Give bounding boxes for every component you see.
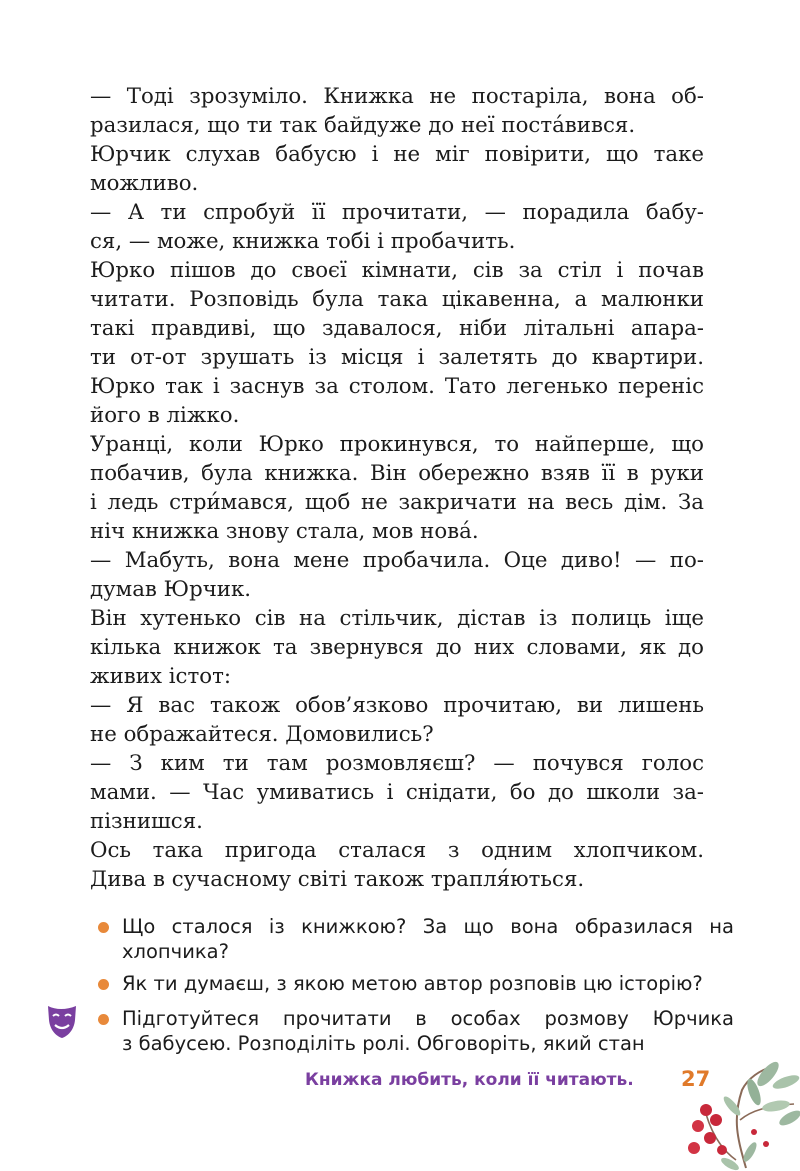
story-line: Юрко пішов до своєї кімнати, сів за стіл і почав (90, 258, 704, 283)
story-line: — Мабуть, вона мене пробачила. Оце диво! — по- (90, 548, 704, 573)
question-item (96, 971, 734, 996)
story-line: — А ти спробуй її прочитати, — порадила бабу- (90, 200, 704, 225)
story-line: — Тоді зрозуміло. Книжка не постаріла, вона об- (90, 84, 704, 109)
story-paragraph (90, 691, 704, 749)
story-line: живих істот: (90, 664, 232, 689)
story-paragraph (90, 140, 704, 198)
footer-title: Книжка любить, коли її читають. (305, 1070, 634, 1090)
story-paragraph (90, 82, 704, 140)
story-line: Уранці, коли Юрко прокинувся, то найперше, що (90, 432, 704, 457)
story-line: ніч книжка знову стала, мов нова́. (90, 519, 479, 544)
story-line: мами. — Час умиватись і снідати, бо до школи за- (90, 780, 704, 805)
question-line: з бабусею. Розподіліть ролі. Обговоріть, який стан (122, 1032, 645, 1055)
story-line: кілька книжок та звернувся до них словами, як до (90, 635, 704, 660)
bullet-icon (98, 922, 109, 933)
story-line: — З ким ти там розмовляєш? — почувся голос (90, 751, 704, 776)
story-line: його в ліжко. (90, 403, 240, 428)
story-line: Юрко так і заснув за столом. Тато легенько переніс (90, 374, 704, 399)
story-line: такі правдиві, що здавалося, ніби літальні апара- (90, 316, 704, 341)
story-line: думав Юрчик. (90, 577, 252, 602)
bullet-icon (98, 979, 109, 990)
story-line: не ображайтеся. Домовились? (90, 722, 434, 747)
story-line: Він хутенько сів на стільчик, дістав із полиць іще (90, 606, 704, 631)
story-paragraph (90, 430, 704, 546)
story-paragraph (90, 836, 704, 894)
bullet-icon (98, 1014, 109, 1025)
question-line: Як ти думаєш, з якою метою автор розповів цю історію? (122, 972, 703, 995)
story-line: і ледь стри́мався, щоб не закричати на весь дім. За (90, 490, 704, 515)
story-line: пізнишся. (90, 809, 203, 834)
story-line: читати. Розповідь була така цікавенна, а малюнки (90, 287, 704, 312)
story-paragraph (90, 546, 704, 604)
decorative-branch-icon (676, 1060, 800, 1171)
story-line: разилася, що ти так байдуже до неї поста́вився. (90, 113, 636, 138)
story-line: Дива в сучасному світі також трапля́ються. (90, 867, 585, 892)
story-paragraph (90, 604, 704, 691)
story-line: ся, — може, книжка тобі і пробачить. (90, 229, 516, 254)
question-item (96, 1006, 734, 1056)
story-paragraph (90, 256, 704, 430)
question-item (96, 914, 734, 964)
story-line: Ось така пригода сталася з одним хлопчиком. (90, 838, 704, 863)
question-line: Підготуйтеся прочитати в особах розмову Юрчика (122, 1007, 734, 1030)
story-line: можливо. (90, 171, 199, 196)
story-line: побачив, була книжка. Він обережно взяв її в руки (90, 461, 704, 486)
story-line: ти от-от зрушать із місця і залетять до квартири. (90, 345, 704, 370)
story-paragraph (90, 749, 704, 836)
story-line: Юрчик слухав бабусю і не міг повірити, що таке (90, 142, 704, 167)
story-line: — Я вас також обов’язково прочитаю, ви лишень (90, 693, 704, 718)
story-text (90, 82, 704, 894)
story-paragraph (90, 198, 704, 256)
question-line: Що сталося із книжкою? За що вона образилася на (122, 915, 734, 938)
question-line: хлопчика? (122, 940, 229, 963)
theater-mask-icon (42, 1000, 82, 1040)
page-number: 27 (681, 1067, 711, 1091)
